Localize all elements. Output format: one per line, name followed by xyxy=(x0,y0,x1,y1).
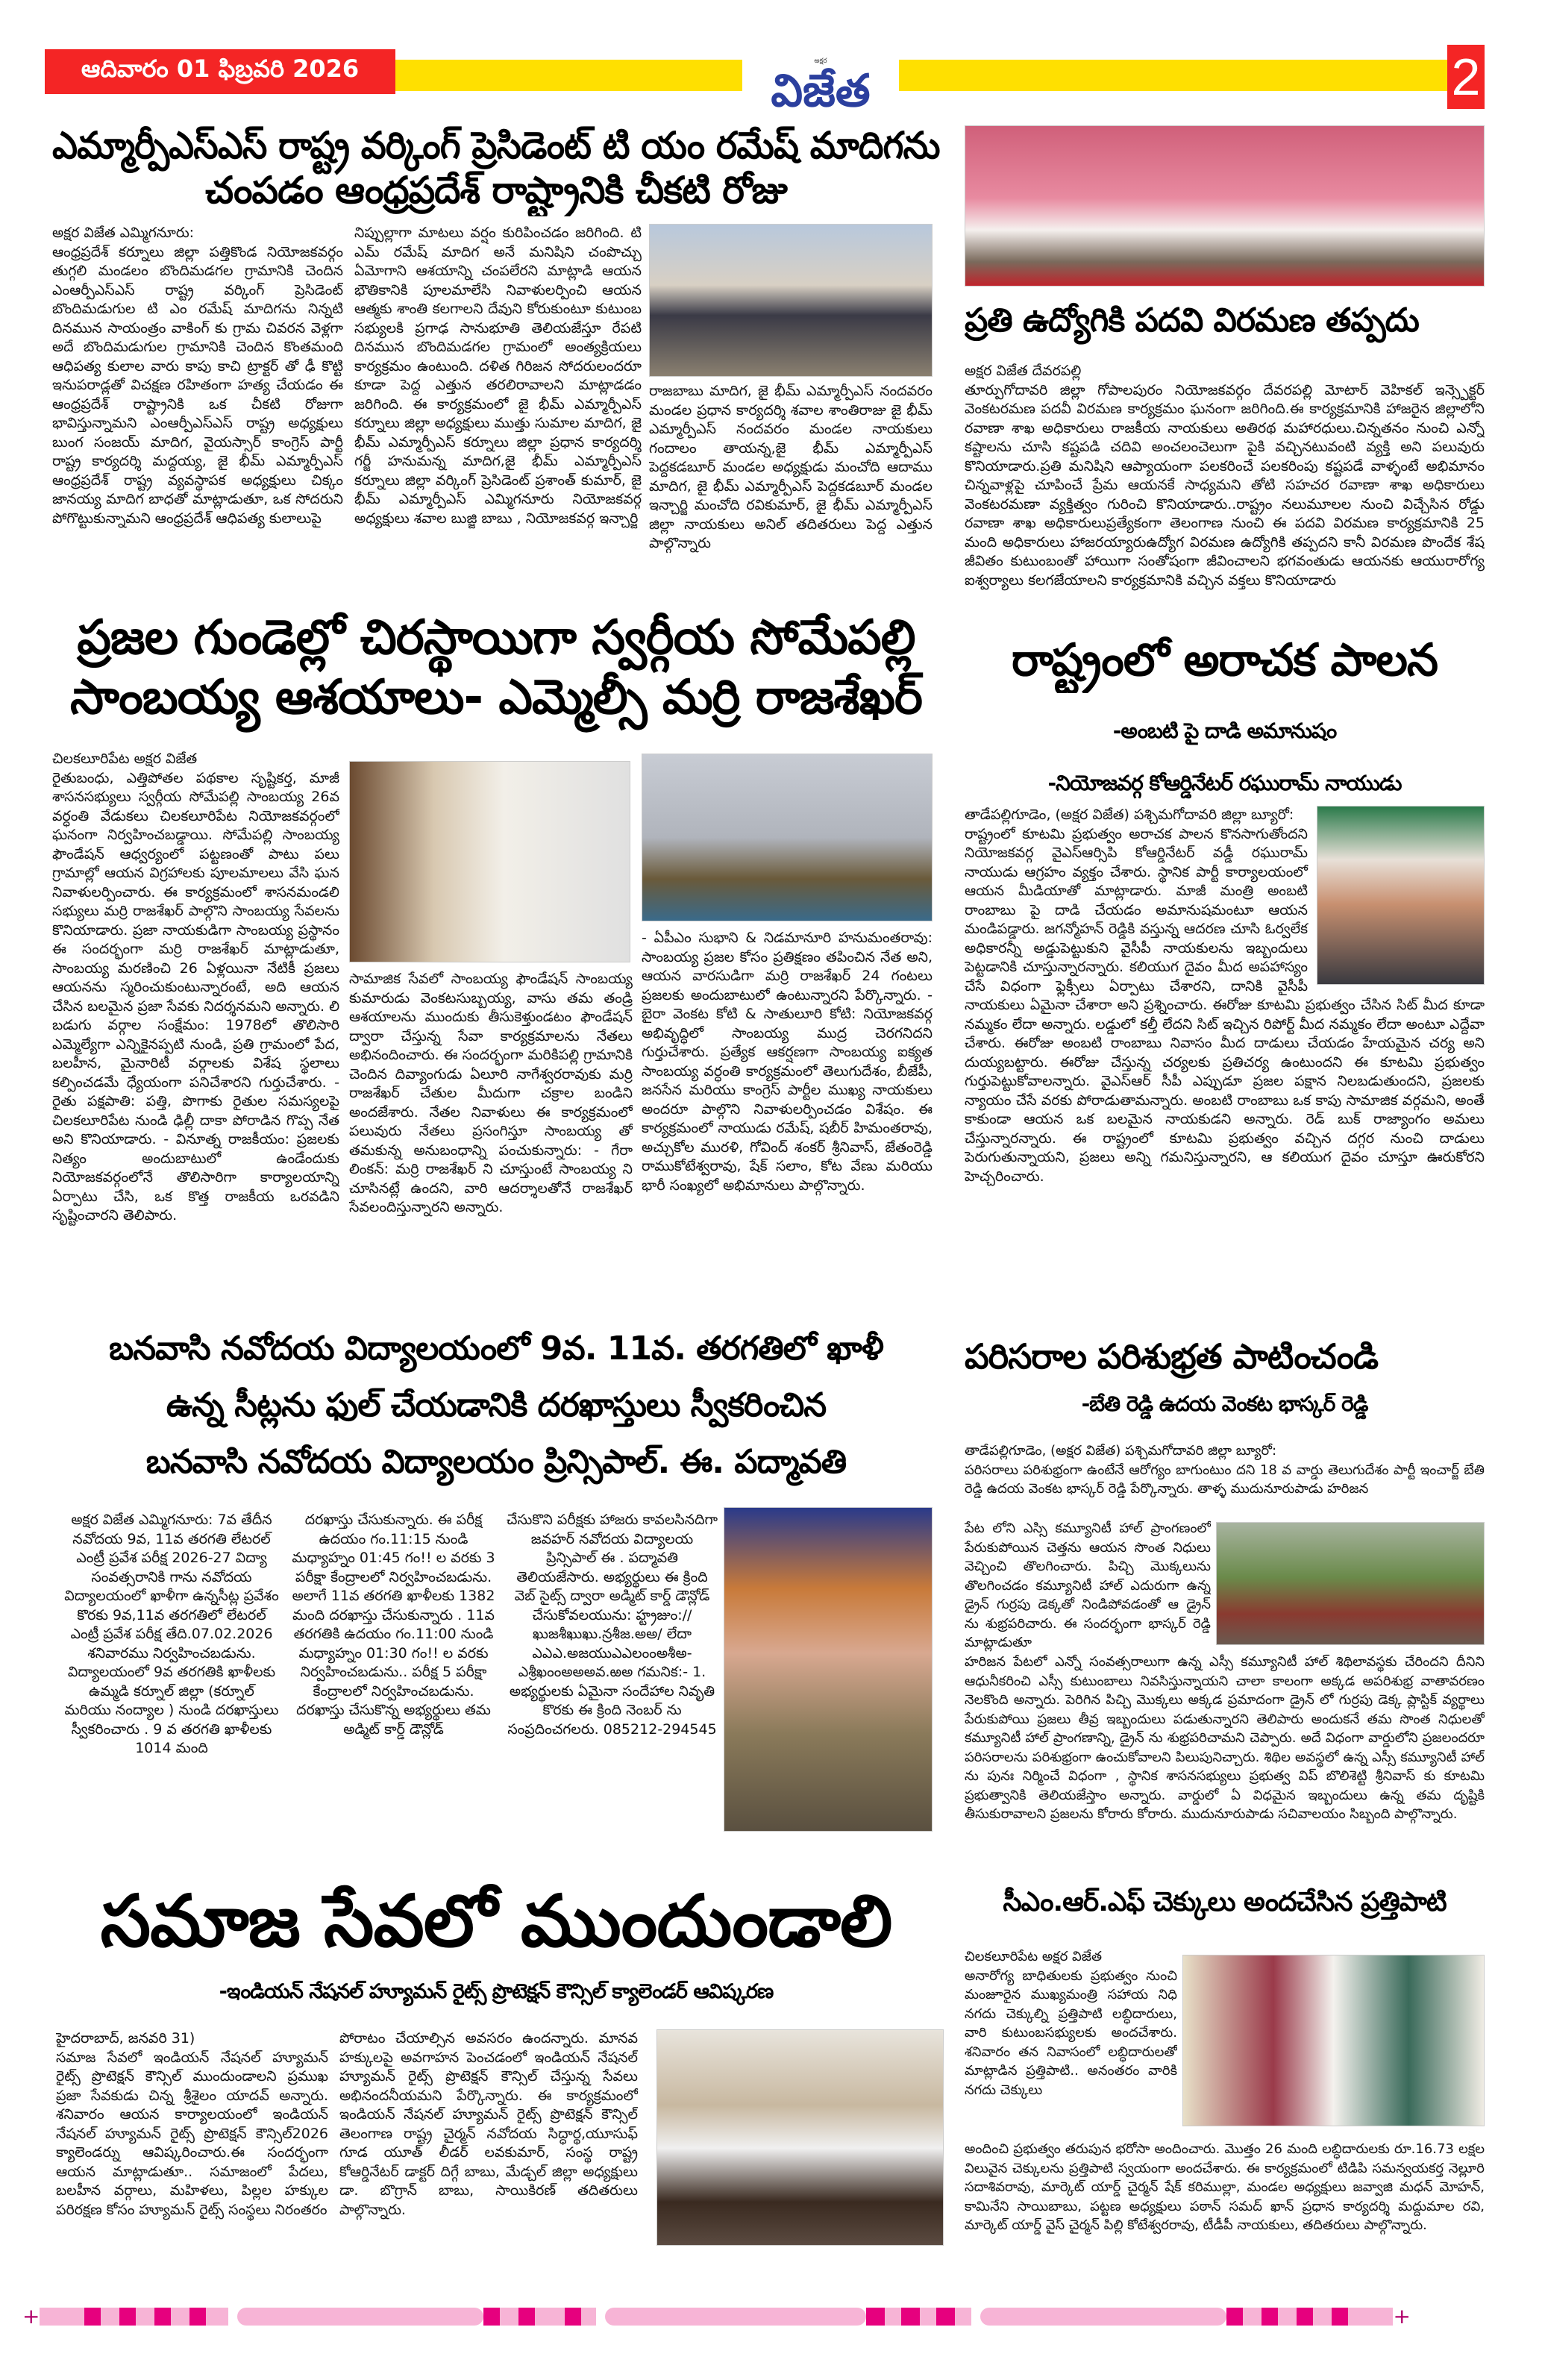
dateline: తాడేపల్లిగూడెం, (అక్షర విజేత) పశ్చిమగోదావరి జిల్లా బ్యూరో: xyxy=(965,1443,1277,1459)
article-text: అక్షర విజేత ఎమ్మిగనూరు: 7వ తేదీన నవోదయ 9వ, 11వ తరగతి లేటరల్ ఎంట్రీ ప్రవేశ పరీక్ష 2026-27 విద్యా సంవత్సరానికి గాను నవోదయ విద్యాలయంలో ఖాళీగా ఉన్నసీట్ల ప్రవేశం కొరకు 9వ,11వ తరగతిలో లేటరల్ ఎంట్రీ ప్రవేశ పరీక్ష తేది.07.02.2026 శనివారము నిర్వహించబడును. విద్యాలయంలో 9వ తరగతికి ఖాళీలకు ఉమ్మడి కర్నూల్ జిల్లా (కర్నూల్ మరియు నంద్యాల ) నుండి దరఖాస్తులు స్వీకరించారు . 9 వ తరగతి ఖాళీలకు 1014 మంది xyxy=(64,1512,279,1756)
footer-segment xyxy=(866,2308,885,2326)
footer-segment xyxy=(920,2308,936,2326)
article-sambaiah-col3 xyxy=(642,929,933,1302)
footer-segment xyxy=(154,2308,171,2326)
footer-segment xyxy=(119,2308,136,2326)
footer-segment xyxy=(1226,2308,1243,2326)
article-text: - ఏపీఎం సుభాని & నిడమానూరి హనుమంతరావు: సాంబయ్య ప్రజల కోసం ప్రతిక్షణం తపించిన నేత అని, ఆయన వారసుడిగా మర్రి రాజశేఖర్ 24 గంటలు ప్రజలకు అందుబాటులో ఉంటున్నారని పేర్కొన్నారు. - బైరా వెంకట కోటి & సాతులూరి కోటి: నియోజకవర్గ అభివృద్ధిలో సాంబయ్య ముద్ర చెరగనిదని గుర్తుచేశారు. ప్రత్యేక ఆకర్షణగా సాంబయ్య ఐక్యత సాంబయ్య వర్ధంతి కార్యక్రమంలో తెలుగుదేశం, బీజేపీ, జనసేన మరియు కాంగ్రెస్ పార్టీల ముఖ్య నాయకులు అందరూ పాల్గొని నివాళులర్పించడం విశేషం. ఈ కార్యక్రమంలో నాయుడు రమేష్, షబీర్ హిమంతరావు, అచ్చుకోల మురళి, గోవింద్ శంకర్ శ్రీనివాస్, జేతంరెడ్డి రాముకోటేశ్వరావు, షేక్ సలాం, కోట వేణు మరియు భారీ సంఖ్యలో అభిమానులు పాల్గొన్నారు. xyxy=(642,930,933,1194)
footer-segment xyxy=(237,2308,483,2326)
subhead-anarchy-1 xyxy=(965,715,1485,749)
footer-segment xyxy=(40,2308,84,2326)
headline-text: రాష్ట్రంలో అరాచక పాలన xyxy=(1011,634,1438,686)
footer-segment xyxy=(1313,2308,1332,2326)
article-ramesh-col2 xyxy=(354,224,642,604)
headline-text: సీఎం.ఆర్.ఎఫ్ చెక్కులు అందచేసిన ప్రత్తిపాటి xyxy=(1003,1887,1447,1917)
article-sambaiah-col2 xyxy=(349,970,633,1302)
footer-segment xyxy=(581,2308,596,2326)
article-text: సమాజ సేవలో ఇండియన్ నేషనల్ హ్యూమన్ రైట్స్ ప్రొటెక్షన్ కౌన్సిల్ ముందుండాలని ప్రముఖ ప్రజా సేవకుడు చిన్న శ్రీశైలం యాదవ్ అన్నారు. శనివారం ఆయన కార్యాలయంలో ఇండియన్ నేషనల్ హ్యూమన్ రైట్స్ ప్రొటెక్షన్ కౌన్సిల్2026 క్యాలెండర్ను ఆవిష్కరించారు.ఈ సందర్భంగా ఆయన మాట్లాడుతూ.. సమాజంలో పేదలు, బలహీన వర్గాలు, మహిళలు, పిల్లల హక్కుల పరిరక్షణ కోసం హ్యూమన్ రైట్స్ సంస్థలు నిరంతరం xyxy=(56,2049,328,2218)
logo-small-text: అక్షర xyxy=(814,57,827,65)
footer-segment xyxy=(518,2308,535,2326)
article-text: చేసుకొని పరీక్షకు హాజరు కావలసినదిగా జవహర్ నవోదయ విద్యాలయ ప్రిన్సిపాల్ ఈ . పద్మావతి తెలియజేసారు. అభ్యర్థులు ఈ క్రింది వెబ్ సైట్స్ ద్వారా అడ్మిట్ కార్డ్ డౌన్లోడ్ చేసుకోవలయును: హ్ట్రజుం://ఖుజశీఖుఖు.న్రశీజ.అఅ/ లేదా ఎఎఎ.అజయుఎఎలంంఅశీఅ-ఎశ్రీఖంంఅఅఅవ.ఱఅ గమనిక:- 1. అభ్యర్థులకు ఏమైనా సందేహాల నివృతి కొరకు ఈ క్రింది నెంబర్ ను సంప్రదించగలరు. 085212-294545 xyxy=(507,1512,718,1738)
article-text: హరిజన పేటలో ఎన్నో సంవత్సరాలుగా ఉన్న ఎస్సీ కమ్యూనిటీ హాల్ శిథిలావస్థకు చేరిందని దీనిని ఆధునీకరించి ఎస్సీ కుటుంబాలు నివసిస్తున్నాయని చాలా కాలంగా అక్కడ అపరిశుభ్ర వాతావరణం నెలకొంది అన్నారు. పెరిగిన పిచ్చి మొక్కలు అక్కడ ప్రమాదంగా డ్రైన్ లో గుర్రపు డెక్క ప్లాస్టిక్ వ్యర్థాలు పేరుకుపోయి ప్రజలు తీవ్ర ఇబ్బందులు పడుతున్నారని తెలిపారు అందుకనే తమ సొంత నిధులతో కమ్యూనిటీ హాల్ ప్రాంగణాన్ని, డ్రైన్ ను శుభ్రపరిచామని చెప్పారు. అదే విధంగా వార్డులోని ప్రజలందరూ పరిసరాలను పరిశుభ్రంగా ఉంచుకోవాలని పిలుపునిచ్చారు. శిథిల అవస్థలో ఉన్న ఎస్సీ కమ్యూనిటీ హాల్ ను పునః నిర్మించే విధంగా , స్థానిక శాసనసభ్యులు ప్రభుత్వ విప్ బొలిశెట్టి శ్రీనివాస్ కు కూటమి ప్రభుత్వానికి తెలియజేస్తాం అన్నారు. వార్డులో ఏ విధమైన ఇబ్బందులు ఉన్న తమ దృష్టికి తీసుకురావాలని ప్రజలను కోరారు కోరారు. ముదునూరుపాడు సచివాలయం సిబ్బంది పాల్గొన్నారు. xyxy=(965,1654,1485,1822)
article-text: పరిసరాలు పరిశుభ్రంగా ఉంటేనే ఆరోగ్యం బాగుంటుం దని 18 వ వార్డు తెలుగుదేశం పార్టీ ఇంచార్జ్ బేతి రెడ్డి ఉదయ వెంకట భాస్కర్ రెడ్డి పేర్కొన్నారు. తాళ్ళ ముదునూరుపాడు హరిజన xyxy=(965,1462,1485,1497)
subhead-cleanliness xyxy=(965,1388,1485,1422)
footer-segment xyxy=(84,2308,101,2326)
photo-drain-cleaning xyxy=(1216,1522,1485,1645)
page-number xyxy=(1447,45,1485,109)
dateline: హైదరాబాద్, జనవరి 31) xyxy=(56,2030,195,2047)
article-text: సామాజిక సేవలో సాంబయ్య ఫౌండేషన్ సాంబయ్య కుమారుడు వెంకటసుబ్బయ్య, వాసు తమ తండ్రి ఆశయాలను ముందుకు తీసుకెళ్తుండటం ఫౌండేషన్ ద్వారా చేస్తున్న సేవా కార్యక్రమాలను నేతలు అభినందించారు. ఈ సందర్భంగా మరికిపల్లి గ్రామానికి చెందిన దివ్యాంగుడు ఏలూరి నాగేశ్వరరావుకు మర్రి రాజశేఖర్ చేతుల మీదుగా చక్రాల బండిని అందజేశారు. నేతల నివాళులు ఈ కార్యక్రమంలో పలువురు నేతలు ప్రసంగిస్తూ సాంబయ్య తో తమకున్న అనుబంధాన్ని పంచుకున్నారు: - గేరా లింకన్: మర్రి రాజశేఖర్ ని చూస్తుంటే సాంబయ్య ని చూసినట్లే ఉందని, వారి ఆదర్శాలతోనే రాజశేఖర్ సేవలందిస్తున్నారని అన్నారు. xyxy=(349,971,633,1215)
article-text: రాష్ట్రంలో కూటమి ప్రభుత్వం అరాచక పాలన కొనసాగుతోందని నియోజకవర్గ వైఎస్ఆర్సిపి కోఆర్డినేటర్ వడ్డీ రఘురామ్ నాయుడు ఆగ్రహం వ్యక్తం చేశారు. స్థానిక పార్టీ కార్యాలయంలో ఆయన మీడియాతో మాట్లాడారు. మాజీ మంత్రి అంబటి రాంబాబు పై దాడి చేయడం అమానుషమంటూ ఆయన మండిపడ్డారు. జగన్మోహన్ రెడ్డికి వస్తున్న ఆదరణ చూసి ఓర్వలేక అధికారన్నీ అడ్డుపెట్టుకుని వైసీపీ నాయకులను ఇబ్బందులు పెట్టడానికి చూస్తున్నారన్నారు. కలియుగ దైవం మీద అపహాస్యం చేసే విధంగా ఫ్లెక్సీలు ఏర్పాటు చేశారని, దానికి వైసీపీ నాయకులు ఏమైనా చేశారా అని ప్రశ్నించారు. ఈరోజు కూటమి ప్రభుత్వం చేసిన సిట్ మీద కూడా నమ్మకం లేదా అన్నారు. లడ్డులో కల్తీ లేదని సిట్ ఇచ్చిన రిపోర్ట్ మీద నమ్మకం లేదా అంటూ ఎద్దేవా చేశారు. ఈరోజు అంబటి రాంబాబు నివాసం మీద దాడులు చేయడం హేయమైన చర్య అని దుయ్యబట్టారు. ఈరోజు చేస్తున్న చర్యలకు ప్రతిచర్య ఉంటుందని ఈ కూటమి ప్రభుత్వం గుర్తుపెట్టుకోవాలన్నారు. వైఎస్ఆర్ సీపీ ఎప్పుడూ ప్రజల పక్షాన నిలబడుతుందని, ప్రజలకు న్యాయం చేసే వరకు పోరాడుతామన్నారు. అంబటి రాంబాబు ఒక కాపు సామాజిక వర్గమని, అంతే కాకుండా ఆయన ఒక బలమైన నాయకుడని అన్నారు. రెడ్ బుక్ రాజ్యాంగం అమలు చేస్తున్నారన్నారు. ఈ రాష్ట్రంలో కూటమి ప్రభుత్వం వచ్చిన దగ్గర నుంచి దాడులు పెరుగుతున్నాయని, ప్రజలు అన్ని గమనిస్తున్నారని, ఆ కలియుగ దైవం చూస్తూ ఊరుకోరని హెచ్చరించారు. xyxy=(965,825,1485,1185)
registration-mark-icon: + xyxy=(1393,2304,1411,2329)
article-text: ఆంధ్రప్రదేశ్ కర్నూలు జిల్లా పత్తికొండ నియోజకవర్గం తుగ్గలి మండలం బొందిమడగల గ్రామానికి చెందిన ఎంఆర్పీఎస్ఎస్ రాష్ట్ర వర్కింగ్ ప్రెసిడెంట్ బొందిమడుగుల టి ఎం రమేష్ మాదిగను నిన్నటి దినమున సాయంత్రం వాకింగ్ కు గ్రామ చివరన వెళ్లగా అదే బొందిమడుగుల గ్రామానికి చెందిన కొంతమంది ఆధిపత్య కులాల వారు కాపు కాచి ట్రాక్టర్ తో ఢీ కొట్టి ఇనుపరాడ్లతో విచక్షణ రహితంగా హత్య చేయడం ఈ ఆంధ్రప్రదేశ్ రాష్ట్రానికి ఒక చీకటి రోజుగా భావిస్తున్నామని ఎంఆర్పీఎస్ఎస్ రాష్ట్ర అధ్యక్షులు బుంగ సంజయ్ మాదిగ, వైయస్సార్ కాంగ్రెస్ పార్టీ రాష్ట్ర కార్యదర్శి మద్దయ్య, జై భీమ్ ఎమ్మార్పీఎస్ ఆంధ్రప్రదేశ్ రాష్ట్ర వ్యవస్థాపక అధ్యక్షులు చిక్కం జానయ్య మాదిగ బాధతో మాట్లాడుతూ, ఒక సోదరుని పోగొట్టుకున్నామని ఆంధ్రప్రదేశ్ ఆధిపత్య కులాలుపై xyxy=(52,243,343,527)
dateline: అక్షర విజేత దేవరపల్లి xyxy=(965,363,1082,379)
subhead-social-service xyxy=(52,1977,940,2010)
article-cleanliness-bottom xyxy=(965,1653,1485,1869)
subhead-text: -బేతి రెడ్డి ఉదయ వెంకట భాస్కర్ రెడ్డి xyxy=(1081,1391,1368,1416)
subhead-anarchy-2 xyxy=(965,767,1485,801)
footer-segment xyxy=(955,2308,971,2326)
dateline: చిలకలూరిపేట అక్షర విజేత xyxy=(52,751,198,767)
subhead-text: -ఇండియన్ నేషనల్ హ్యూమన్ రైట్స్ ప్రొటెక్షన్ కౌన్సిల్ క్యాలెండర్ ఆవిష్కరణ xyxy=(219,1980,774,2003)
subhead-text: -అంబటి పై దాడి అమానుషం xyxy=(1112,718,1337,743)
headline-line: ఎమ్మార్పీఎస్ఎస్ రాష్ట్ర వర్కింగ్ ప్రెసిడెంట్ టి యం రమేష్ మాదిగను xyxy=(52,124,940,167)
article-sambaiah-col1 xyxy=(52,750,339,1302)
article-text: పోరాటం చేయాల్సిన అవసరం ఉందన్నారు. మానవ హక్కులపై అవగాహన పెంచడంలో ఇండియన్ నేషనల్ హ్యూమన్ రైట్స్ ప్రొటెక్షన్ కౌన్సిల్ చేస్తున్న సేవలు అభినందనీయమని పేర్కొన్నారు. ఈ కార్యక్రమంలో ఇండియన్ నేషనల్ హ్యూమన్ రైట్స్ ప్రొటెక్షన్ కౌన్సిల్ తెలంగాణ రాష్ట్ర చైర్మన్ నవోదయ సిద్ధార్థ,యూసుఫ్ గూడ యూత్ లీడర్ లవకుమార్, సంస్థ రాష్ట్ర కోఆర్డినేటర్ డాక్టర్ దిగ్గే బాబు, మేడ్చల్ జిల్లా అధ్యక్షులు డా. బొగ్రాన్ బాబు, సాయికిరణ్ తదితరులు పాల్గొన్నారు. xyxy=(339,2030,638,2218)
headline-line: చంపడం ఆంధ్రప్రదేశ్ రాష్ట్రానికి చీకటి రోజు xyxy=(205,169,787,212)
footer-segment xyxy=(1262,2308,1278,2326)
issue-date: ఆదివారం 01 ఫిబ్రవరి 2026 xyxy=(81,54,360,83)
article-cmrf-side xyxy=(965,1947,1177,2138)
headline-sambaiah xyxy=(52,608,940,735)
headline-cleanliness xyxy=(965,1332,1485,1382)
article-text: తూర్పుగోదావరి జిల్లా గోపాలపురం నియోజకవర్గం దేవరపల్లి మోటార్ వెహికల్ ఇన్స్పెక్టర్ వెంకటరమణ పదవీ విరమణ కార్యక్రమం ఘనంగా జరిగింది.ఈ కార్యక్రమానికి హాజరైన జిల్లాలోని రవాణా శాఖ అధికారులు రాజకీయ నాయకులు అతిరథ మహారధులు.చిన్నతనం నుంచి ఎన్నో కష్టాలను చూసి కష్టపడి చదివి అంచలంచెలుగా పైకి వచ్చినటువంటి వ్యక్తి అని పలువురు కొనియాడారు.ప్రతి మనిషిని ఆప్యాయంగా పలకరించే పలకరింపు కష్టపడే వాళ్ళంటే అభిమానం చిన్నవాళ్లపై చూపించే ప్రేమ ఆయనకే సాధ్యమని తోటి సహచర రవాణా శాఖ అధికారులు వెంకటరమణా వ్యక్తిత్వం గురించి కొనియాడారు..రాష్ట్రం నలుమూలల నుంచి విచ్చేసిన రోడ్డు రవాణా శాఖ అధికారులుప్రత్యేకంగా తెలంగాణ నుంచి ఈ పదవి విరమణ కార్యక్రమానికి 25 మంది అధికారులు హాజరయ్యారుఉద్యోగ విరమణ ఉద్యోగికి తప్పదని కానీ విరమణ పొందేక శేష జీవితం కుటుంబంతో హాయిగా సంతోషంగా జీవించాలని భగవంతుడు ఆయనకు ఆయురారోగ్య ఐశ్వర్యాలు కలగజేయాలని కార్యక్రమానికి వచ్చిన వక్తలు కొనియాడారు xyxy=(965,381,1485,589)
article-text: నిప్పుల్లాగా మాటలు వర్షం కురిపించడం జరిగింది. టి ఎమ్ రమేష్ మాదిగ అనే మనిషిని చంపొచ్చు ఏమోగాని ఆశయాన్ని చంపలేరని మాట్లాడి ఆయన భౌతికానికి పూలమాలేసి నివాళులర్పించి ఆయన ఆత్మకు శాంతి కలగాలని దేవుని కోరుకుంటూ కుటుంబ సభ్యులకి ప్రగాఢ సానుభూతి తెలియజేస్తూ రేపటి దినమున బొందిమడగల గ్రామంలో అంత్యక్రియలు కార్యక్రమం ఉంటుంది. దళిత గిరిజన సోదరులందరూ కూడా పెద్ద ఎత్తున తరలిరావాలని మాట్లాడడం జరిగింది. ఈ కార్యక్రమంలో జై భీమ్ ఎమ్మార్పీఎస్ కర్నూలు జిల్లా అధ్యక్షులు ముత్తు సుమాల మాదిగ, జై భీమ్ ఎమ్మార్పీఎస్ కర్నూలు జిల్లా ప్రధాన కార్యదర్శి గర్జీ హనుమన్న మాదిగ,జై భీమ్ ఎమ్మార్పీఎస్ కర్నూలు జిల్లా వర్కింగ్ ప్రెసిడెంట్ ప్రశాంత్ కుమార్, జై భీమ్ ఎమ్మార్పీఎస్ ఎమ్మిగనూరు నియోజకవర్గ అధ్యక్షులు శవాల బుజ్జి బాబు , నియోజకవర్గ ఇన్చార్జి xyxy=(354,225,642,527)
footer-segment xyxy=(885,2308,901,2326)
footer-decoration xyxy=(22,2302,1522,2332)
photo-retirement-event xyxy=(965,125,1485,286)
dateline: తాడేపల్లిగూడెం, (అక్షర విజేత) పశ్చిమగోదావరి జిల్లా బ్యూరో: xyxy=(965,807,1294,823)
footer-segment xyxy=(901,2308,920,2326)
headline-line: ఉన్న సీట్లను ఫుల్ చేయడానికి దరఖాస్తులు స్వీకరించిన xyxy=(166,1386,827,1424)
footer-segment xyxy=(189,2308,206,2326)
photo-ramesh-protest xyxy=(649,224,933,377)
date-banner xyxy=(45,49,395,94)
headline-text: సమాజ సేవలో ముందుండాలి xyxy=(100,1879,892,1963)
article-text: అనారోగ్య బాధితులకు ప్రభుత్వం నుంచి మంజూరైన ముఖ్యమంత్రి సహాయ నిధి నగదు చెక్కుల్ని ప్రత్తిపాటి లబ్ధిదారులు, వారి కుటుంబసభ్యులకు అందచేశారు. శనివారం తన నివాసంలో లబ్ధిదారులతో మాట్లాడిన ప్రత్తిపాటి.. అనంతరం వారికి నగదు చెక్కులు xyxy=(965,1967,1177,2098)
article-text: పేట లోని ఎస్సి కమ్యూనిటీ హాల్ ప్రాంగణంలో పేరుకుపోయిన చెత్తను ఆయన సొంత నిధులు వెచ్చించి తొలగించారు. పిచ్చి మొక్కలును తొలగించడం కమ్యూనిటీ హాల్ ఎదురుగా ఉన్న డ్రైన్ గుర్రపు డెక్కతో నిండిపోవడంతో ఆ డ్రైన్ ను శుభ్రపరిచారు. ఈ సందర్భంగా భాస్కర్ రెడ్డి మాట్లాడుతూ xyxy=(965,1521,1211,1650)
headline-navodaya xyxy=(52,1321,940,1496)
article-text: దరఖాస్తు చేసుకున్నారు. ఈ పరీక్ష ఉదయం గం.11:15 నుండి మధ్యాహ్నం 01:45 గం!! ల వరకు 3 పరీక్షా కేంద్రాలలో నిర్వహించబడును. అలాగే 11వ తరగతి ఖాళీలకు 1382 మంది దరఖాస్తు చేసుకున్నారు . 11వ తరగతికి ఉదయం గం.11:00 నుండి మధ్యాహ్నం 01:30 గం!! ల వరకు నిర్వహించబడును.. పరీక్ష 5 పరీక్షా కేంద్రాలలో నిర్వహించబడును. దరఖాస్తు చేసుకొన్న అభ్యర్థులు తమ అడ్మిట్ కార్డ్ డౌన్లోడ్ xyxy=(292,1512,495,1738)
headline-anarchy xyxy=(965,630,1485,693)
footer-segment xyxy=(1297,2308,1313,2326)
article-text: అందించి ప్రభుత్వం తరుపున భరోసా అందించారు. మొత్తం 26 మంది లబ్ధిదారులకు రూ.16.73 లక్షల విలువైన చెక్కులను ప్రత్తిపాటి స్వయంగా అందచేశారు. ఈ కార్యక్రమంలో టిడిపి సమన్వయకర్త నెల్లూరి సదాశివరావు, మార్కెట్ యార్డ్ చైర్మన్ షేక్ కరిముల్లా, మండల అధ్యక్షులు జవ్వాజి మధన్ మోహన్, కామినేని సాయిబాబు, పట్టణ అధ్యక్షులు పఠాన్ సమద్ ఖాన్ ప్రధాన కార్యదర్శి మద్దుమాల రవి, మార్కెట్ యార్డ్ వైస్ చైర్మన్ పిల్లి కోటేశ్వరరావు, టీడీపీ నాయకులు, తదితరులు పాల్గొన్నారు. xyxy=(965,2141,1485,2233)
footer-segment xyxy=(171,2308,189,2326)
logo-masthead: విజేత xyxy=(771,64,871,117)
headline-text: ప్రతి ఉద్యోగికి పదవి విరమణ తప్పదు xyxy=(965,301,1419,339)
footer-segment xyxy=(936,2308,955,2326)
article-navodaya-col1 xyxy=(63,1511,280,1824)
photo-sambaiah-tribute xyxy=(349,761,630,962)
footer-segment xyxy=(565,2308,581,2326)
masthead-band-left xyxy=(395,60,742,91)
article-anarchy xyxy=(965,806,1485,1298)
footer-segment xyxy=(1243,2308,1262,2326)
dateline: అక్షర విజేత ఎమ్మిగనూరు: xyxy=(52,225,195,241)
photo-principal-padmavathi xyxy=(724,1507,933,1832)
dateline: చిలకలూరిపేట అక్షర విజేత xyxy=(965,1949,1102,1964)
article-retirement xyxy=(965,362,1485,612)
article-ramesh-col3 xyxy=(649,382,933,606)
headline-cmrf xyxy=(965,1880,1485,1926)
headline-line: ప్రజల గుండెల్లో చిరస్థాయిగా స్వర్గీయ సోమేపల్లి xyxy=(77,610,915,666)
article-navodaya-col3 xyxy=(506,1511,718,1824)
headline-text: పరిసరాల పరిశుభ్రత పాటించండి xyxy=(965,1336,1379,1377)
article-social-col2 xyxy=(339,2029,638,2253)
photo-calendar-release xyxy=(656,2029,944,2246)
footer-segment xyxy=(1348,2308,1393,2326)
footer-segment xyxy=(535,2308,565,2326)
article-cmrf-bottom xyxy=(965,2140,1485,2255)
photo-sambaiah-statue xyxy=(642,754,933,921)
headline-social-service xyxy=(52,1873,940,1971)
newspaper-logo xyxy=(746,51,895,122)
article-social-col1 xyxy=(56,2029,328,2253)
subhead-text: -నియోజవర్గ కోఆర్డినేటర్ రఘురామ్ నాయుడు xyxy=(1047,771,1402,795)
footer-segment xyxy=(1278,2308,1297,2326)
headline-retirement xyxy=(965,298,1485,345)
footer-segment xyxy=(101,2308,119,2326)
footer-segment xyxy=(136,2308,154,2326)
headline-ramesh xyxy=(52,123,940,216)
article-text: రాజబాబు మాదిగ, జై భీమ్ ఎమ్మార్పీఎస్ నందవరం మండల ప్రధాన కార్యదర్శి శవాల శాంతిరాజు జై భీమ్ ఎమ్మార్పీఎస్ నందవరం మండల నాయకులు గందాలం తాయన్న,జై భీమ్ ఎమ్మార్పీఎస్ పెద్దకడబూర్ మండల అధ్యక్షుడు మంచోది ఆదాము మాదిగ, జై భీమ్ ఎమ్మార్పీఎస్ పెద్దకడబూర్ మండల ఇన్చార్జి మంచోది రవికుమార్, జై భీమ్ ఎమ్మార్పీఎస్ జిల్లా నాయకులు అనిల్ తదితరులు పెద్ద ఎత్తున పాల్గొన్నారు xyxy=(649,383,933,551)
photo-cmrf-cheques xyxy=(1182,1955,1485,2126)
headline-line: బనవాసి నవోదయ విద్యాలయంలో 9వ. 11వ. తరగతిలో ఖాళీ xyxy=(109,1330,883,1368)
photo-raghuram xyxy=(1317,806,1485,985)
footer-segment xyxy=(980,2308,1226,2326)
headline-line: బనవాసి నవోదయ విద్యాలయం ప్రిన్సిపాల్. ఈ. పద్మావతి xyxy=(145,1443,847,1481)
article-cleanliness-side xyxy=(965,1519,1211,1652)
article-ramesh-col1 xyxy=(52,224,343,604)
footer-segment xyxy=(1332,2308,1348,2326)
footer-segment xyxy=(605,2308,866,2326)
article-navodaya-col2 xyxy=(287,1511,500,1824)
masthead-band-right xyxy=(899,60,1447,91)
article-text: రైతుబంధు, ఎత్తిపోతల పథకాల సృష్టికర్త, మాజీ శాసనసభ్యులు స్వర్గీయ సోమేపల్లి సాంబయ్య 26వ వర్ధంతి వేడుకలు చిలకలూరిపేట నియోజకవర్గంలో ఘనంగా నిర్వహించబడ్డాయి. సోమేపల్లి సాంబయ్య ఫౌండేషన్ ఆధ్వర్యంలో పట్టణంతో పాటు పలు గ్రామాల్లో ఆయన విగ్రహాలకు పూలమాలలు వేసి ఘన నివాళులర్పించారు. ఈ కార్యక్రమంలో శాసనమండలి సభ్యులు మర్రి రాజశేఖర్ పాల్గొని సాంబయ్య సేవలను కొనియాడారు. ప్రజా నాయకుడిగా సాంబయ్య ప్రస్థానం ఈ సందర్భంగా మర్రి రాజశేఖర్ మాట్లాడుతూ, సాంబయ్య మరణించి 26 ఏళ్లయినా నేటికీ ప్రజలు ఆయనను స్మరించుకుంటున్నారంటే, అది ఆయన చేసిన బలమైన ప్రజా సేవకు నిదర్శనమని అన్నారు. లి బడుగు వర్గాల సంక్షేమం: 1978లో తొలిసారి ఎమ్మెల్యేగా ఎన్నికైనప్పటి నుండి, ప్రతి గ్రామంలో పేద, బలహీన, మైనారిటీ వర్గాలకు విశేష స్థలాలు కల్పించడమే ధ్యేయంగా పనిచేశారని గుర్తుచేశారు. - రైతు పక్షపాతి: పత్తి, పొగాకు రైతుల సమస్యలపై చిలకలూరిపేట నుండి ఢిల్లీ దాకా పోరాడిన గొప్ప నేత అని కొనియాడారు. - వినూత్న రాజకీయం: ప్రజలకు నిత్యం అందుబాటులో ఉండేందుకు నియోజకవర్గంలోనే తొలిసారిగా కార్యాలయాన్ని ఏర్పాటు చేసి, ఒక కొత్త రాజకీయ ఒరవడిని సృష్టించారని తెలిపారు. xyxy=(52,769,339,1224)
headline-line: సాంబయ్య ఆశయాలు- ఎమ్మెల్సీ మర్రి రాజశేఖర్ xyxy=(69,670,922,725)
page-number-text: 2 xyxy=(1451,48,1481,106)
registration-mark-icon: + xyxy=(22,2304,40,2329)
footer-segment xyxy=(500,2308,518,2326)
article-cleanliness-top xyxy=(965,1441,1485,1518)
footer-segment xyxy=(206,2308,228,2326)
footer-segment xyxy=(483,2308,500,2326)
